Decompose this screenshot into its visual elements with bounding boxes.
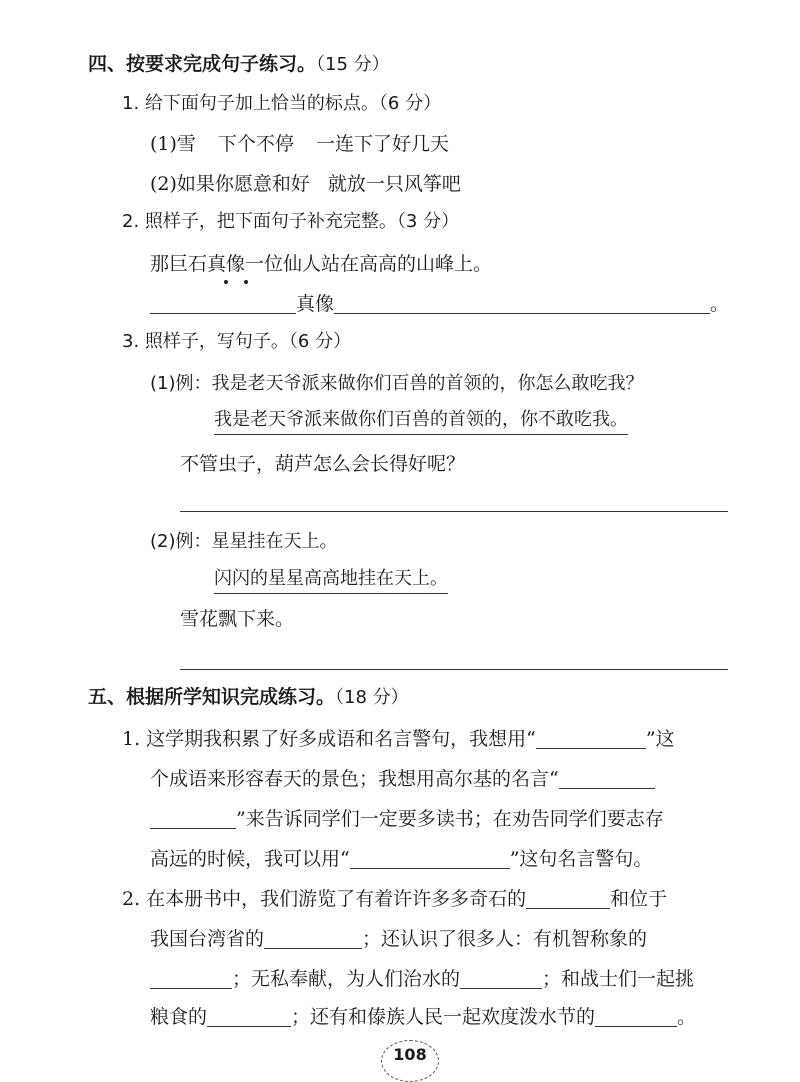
q1-s1-part1: (1)雪 xyxy=(150,133,196,155)
s5-q1-text: 高远的时候，我可以用“ xyxy=(150,848,350,870)
answer-blank[interactable] xyxy=(559,766,655,789)
answer-blank[interactable] xyxy=(595,1004,677,1027)
s5-q1-text: ”来告诉同学们一定要多读书；在劝告同学们要志存 xyxy=(236,808,664,830)
s5-q2-text: ；还认识了很多人：有机智称象的 xyxy=(362,928,648,950)
answer-blank[interactable] xyxy=(207,1004,291,1027)
answer-line[interactable] xyxy=(180,669,728,670)
q1-s2-part1: (2)如果你愿意和好 xyxy=(150,173,310,195)
s5-q2-line-3 xyxy=(150,965,694,993)
q3-title: 3. 照样子，写句子。（6 分） xyxy=(122,331,352,352)
s5-q2-line-2 xyxy=(150,925,647,953)
q3-example-1-answer xyxy=(214,406,628,434)
section-5-heading xyxy=(88,683,409,712)
s5-q1-text: 1. 这学期我积累了好多成语和名言警句，我想用“ xyxy=(122,728,536,750)
q1-s1-part2: 下个不停 xyxy=(217,133,294,155)
answer-blank[interactable] xyxy=(526,886,610,909)
q3-ex2-label: (2)例： xyxy=(150,531,212,552)
s5-q1-line-1 xyxy=(122,725,675,753)
section-5-title: 五、根据所学知识完成练习。 xyxy=(88,686,336,708)
s5-q2-text: 和位于 xyxy=(610,888,668,910)
answer-blank[interactable] xyxy=(264,926,362,949)
q2-example: 那巨石真像一位仙人站在高高的山峰上。 xyxy=(150,253,493,275)
answer-blank[interactable] xyxy=(350,846,510,869)
q2-title: 2. 照样子，把下面句子补充完整。（3 分） xyxy=(122,211,460,232)
s5-q2-text: ；和战士们一起挑 xyxy=(542,968,695,990)
q3-ex1-text: 我是老天爷派来做你们百兽的首领的，你怎么敢吃我？ xyxy=(211,373,644,394)
q3-ex1-answer: 我是老天爷派来做你们百兽的首领的，你不敢吃我。 xyxy=(214,409,628,435)
answer-blank[interactable] xyxy=(150,806,236,829)
q3-example-1 xyxy=(150,370,644,398)
s5-q2-text: 2. 在本册书中，我们游览了有着许许多多奇石的 xyxy=(122,888,527,910)
q1-s1-part3: 一连下了好几天 xyxy=(315,133,449,155)
s5-q2-text: ；还有和傣族人民一起欢度泼水节的 xyxy=(291,1006,596,1028)
answer-blank[interactable] xyxy=(536,726,646,749)
section-5-score: （18 分） xyxy=(335,687,409,708)
q1-s2-part2: 就放一只风筝吧 xyxy=(327,173,461,195)
emphasis-dot xyxy=(224,280,228,284)
answer-blank[interactable] xyxy=(150,291,296,314)
q3-ex2-answer: 闪闪的星星高高地挂在天上。 xyxy=(214,568,448,594)
q3-ex2-text: 星星挂在天上。 xyxy=(211,531,338,552)
section-4-score: （15 分） xyxy=(316,54,390,75)
answer-line[interactable] xyxy=(180,511,728,512)
s5-q2-text: 我国台湾省的 xyxy=(150,928,265,950)
s5-q2-line-4 xyxy=(150,1003,696,1031)
s5-q2-text: 粮食的 xyxy=(150,1006,208,1028)
s5-q1-text: ”这句名言警句。 xyxy=(509,848,653,870)
q2-fill-word: 真像 xyxy=(296,293,335,315)
q3-example-2 xyxy=(150,528,338,556)
answer-blank[interactable] xyxy=(334,291,710,314)
emphasis-dot xyxy=(244,280,248,284)
s5-q2-text: ；无私奉献，为人们治水的 xyxy=(232,968,461,990)
section-4-title: 四、按要求完成句子练习。 xyxy=(88,53,317,75)
q3-ex1-label: (1)例： xyxy=(150,373,212,394)
s5-q2-line-1 xyxy=(122,885,667,913)
page-number: 108 xyxy=(381,1040,439,1082)
s5-q1-text: ”这 xyxy=(645,728,675,750)
q2-fill-end: 。 xyxy=(710,293,730,315)
answer-blank[interactable] xyxy=(460,966,542,989)
s5-q2-text: 。 xyxy=(677,1006,697,1028)
s5-q1-line-3 xyxy=(150,805,664,833)
answer-blank[interactable] xyxy=(150,966,232,989)
q2-fill-line xyxy=(150,290,729,318)
q1-sentence-2 xyxy=(150,170,461,198)
s5-q1-line-4 xyxy=(150,845,652,873)
q1-sentence-1 xyxy=(150,130,449,158)
s5-q1-text: 个成语来形容春天的景色；我想用高尔基的名言“ xyxy=(150,768,559,790)
q1-title: 1. 给下面句子加上恰当的标点。（6 分） xyxy=(122,93,442,114)
q3-task-1: 不管虫子，葫芦怎么会长得好呢？ xyxy=(180,453,466,475)
q3-example-2-answer xyxy=(214,565,448,593)
q3-task-2: 雪花飘下来。 xyxy=(180,608,295,630)
s5-q1-line-2 xyxy=(150,765,655,793)
section-4-heading xyxy=(88,50,390,79)
